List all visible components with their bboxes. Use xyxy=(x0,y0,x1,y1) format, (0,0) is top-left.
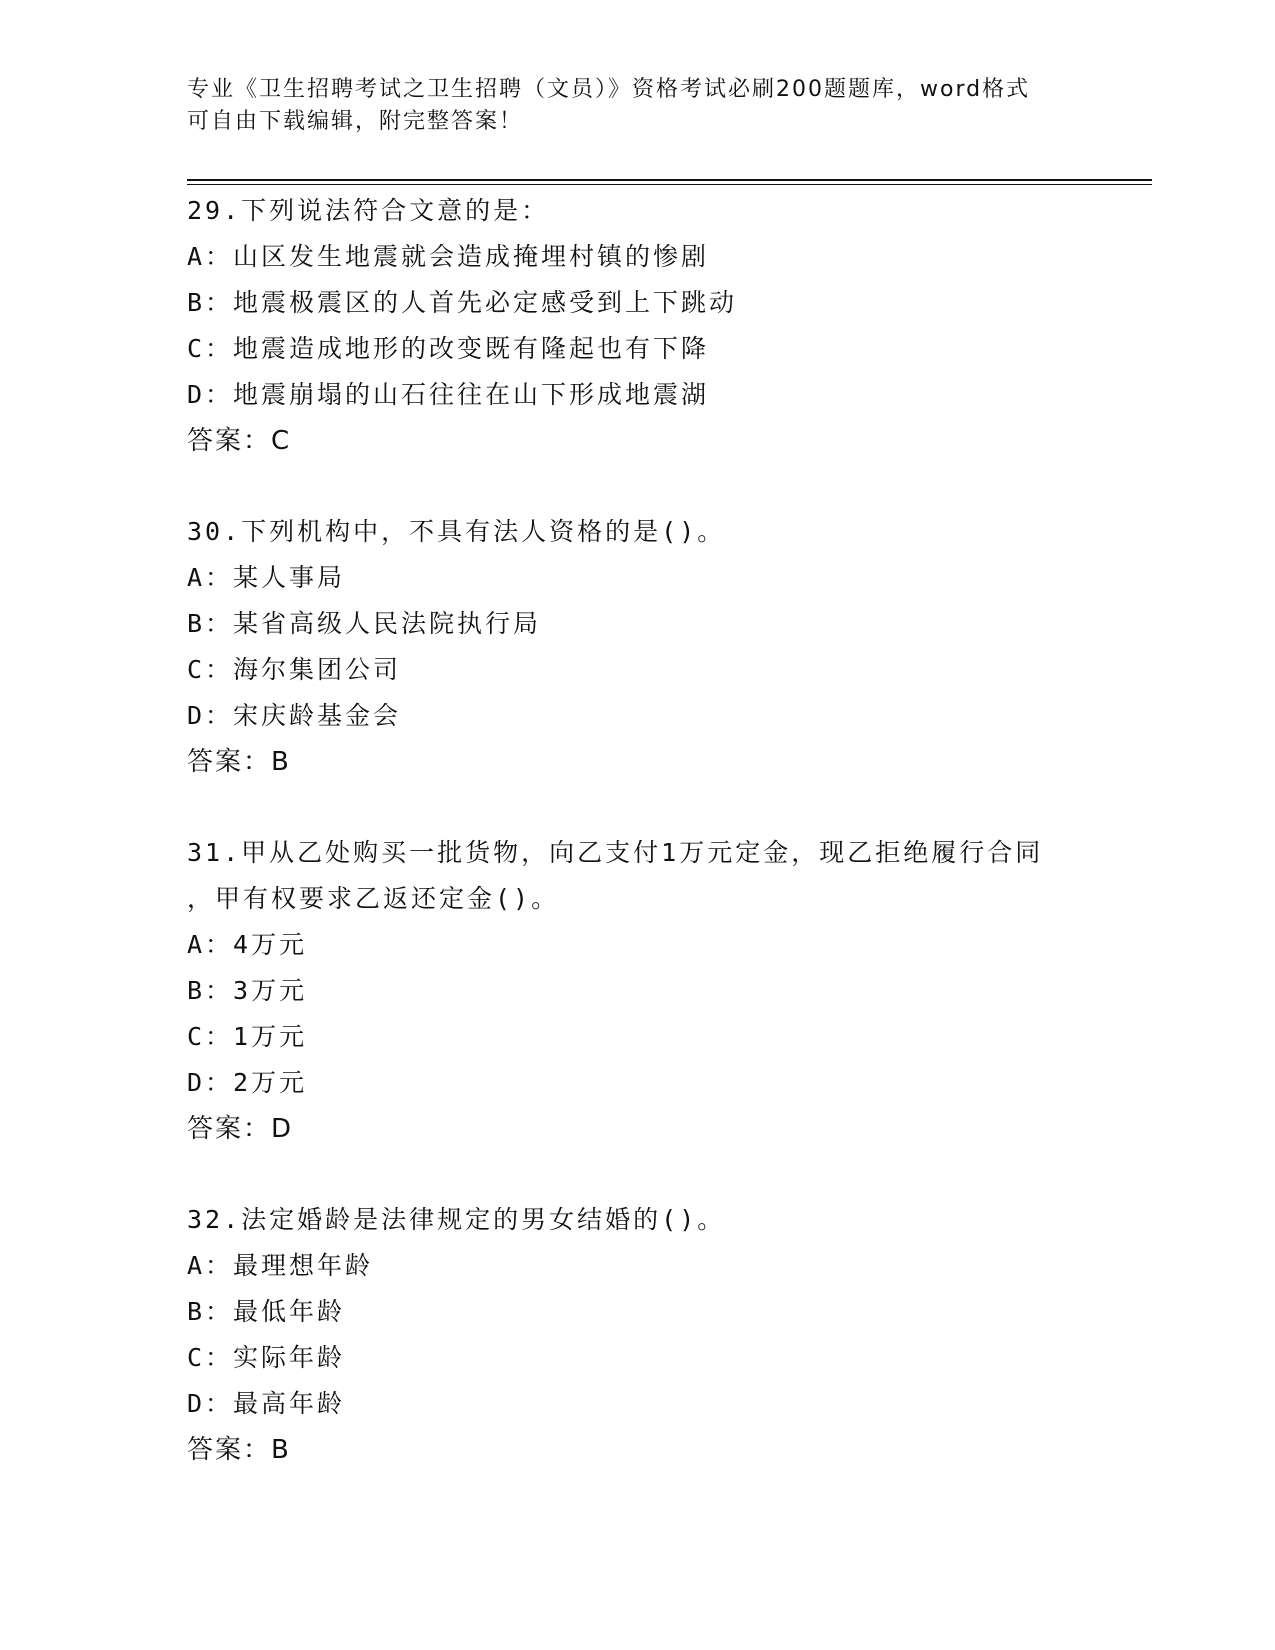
option-b: B：某省高级人民法院执行局 xyxy=(187,609,542,638)
question-stem-continued: ，甲有权要求乙返还定金()。 xyxy=(187,884,560,913)
option-b: B：地震极震区的人首先必定感受到上下跳动 xyxy=(187,288,738,317)
question-stem: 32.法定婚龄是法律规定的男女结婚的()。 xyxy=(187,1205,726,1234)
option-a: A：山区发生地震就会造成掩埋村镇的惨剧 xyxy=(187,242,710,271)
option-c: C：1万元 xyxy=(187,1022,308,1051)
question-stem: 31.甲从乙处购买一批货物，向乙支付1万元定金，现乙拒绝履行合同 xyxy=(187,838,1044,867)
header-divider-thick xyxy=(187,179,1152,181)
option-d: D：宋庆龄基金会 xyxy=(187,701,402,730)
question-29 xyxy=(187,188,1087,464)
question-stem: 29.下列说法符合文意的是： xyxy=(187,196,550,225)
answer-line: 答案：D xyxy=(187,1114,294,1144)
answer-line: 答案：B xyxy=(187,747,291,777)
question-30 xyxy=(187,509,1087,785)
question-32 xyxy=(187,1197,1087,1473)
question-list xyxy=(187,188,1087,1518)
option-a: A：某人事局 xyxy=(187,563,346,592)
option-b: B：最低年龄 xyxy=(187,1297,346,1326)
question-stem: 30.下列机构中，不具有法人资格的是()。 xyxy=(187,517,726,546)
option-d: D：地震崩塌的山石往往在山下形成地震湖 xyxy=(187,380,710,409)
header-divider-thin xyxy=(187,184,1152,185)
option-a: A：4万元 xyxy=(187,930,308,959)
option-a: A：最理想年龄 xyxy=(187,1251,374,1280)
option-c: C：海尔集团公司 xyxy=(187,655,402,684)
header-line-2: 可自由下载编辑，附完整答案！ xyxy=(187,109,524,134)
option-c: C：实际年龄 xyxy=(187,1343,346,1372)
option-b: B：3万元 xyxy=(187,976,308,1005)
option-d: D：最高年龄 xyxy=(187,1389,346,1418)
option-d: D：2万元 xyxy=(187,1068,308,1097)
document-header xyxy=(187,74,1087,138)
option-c: C：地震造成地形的改变既有隆起也有下降 xyxy=(187,334,710,363)
answer-line: 答案：B xyxy=(187,1435,291,1465)
header-line-1: 专业《卫生招聘考试之卫生招聘（文员）》资格考试必刷200题题库，word格式 xyxy=(187,77,1031,102)
question-31 xyxy=(187,830,1087,1152)
answer-line: 答案：C xyxy=(187,426,292,456)
